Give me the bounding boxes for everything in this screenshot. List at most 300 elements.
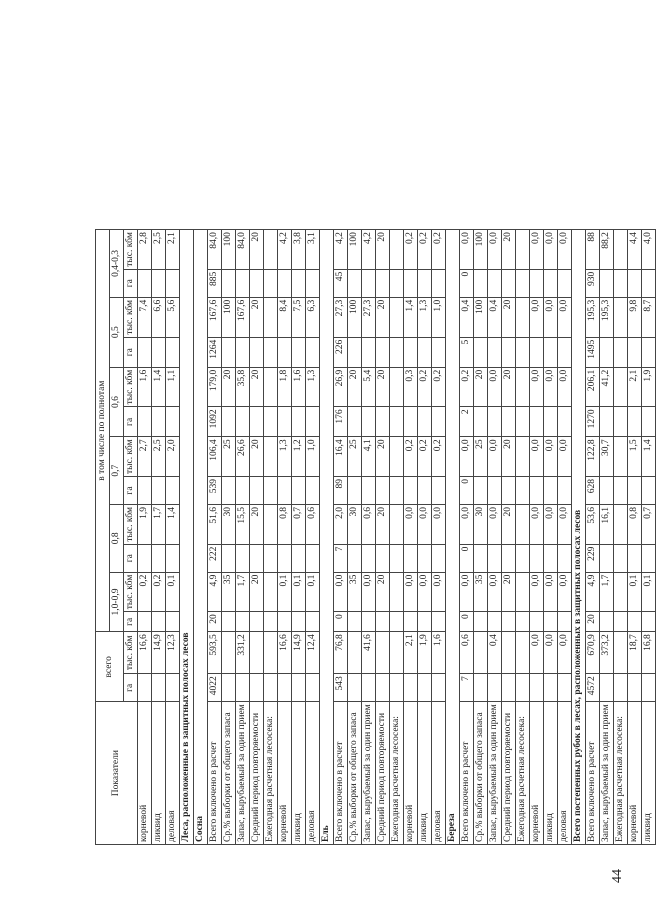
- table-cell: [600, 612, 614, 632]
- table-cell: 0,0: [488, 505, 502, 545]
- table-cell: 0,0: [544, 632, 558, 674]
- table-cell: 41,6: [362, 632, 376, 674]
- table-cell: 0,7: [642, 505, 656, 545]
- row-label: Всего включено в расчет: [460, 702, 474, 845]
- table-cell: 16,6: [138, 632, 152, 674]
- table-cell: 1,1: [166, 367, 180, 407]
- table-cell: [292, 337, 306, 367]
- unit-m3-header: тыс. кбм: [124, 505, 138, 545]
- table-cell: [390, 367, 404, 407]
- row-label: деловая: [558, 702, 572, 845]
- section-row: [446, 230, 460, 845]
- table-cell: 206,1: [586, 367, 600, 407]
- section-label: Береза: [446, 230, 460, 845]
- table-cell: 1,6: [292, 367, 306, 407]
- table-cell: [250, 407, 264, 437]
- table-cell: [376, 632, 390, 674]
- table-cell: 930: [586, 269, 600, 297]
- table-cell: [306, 477, 320, 505]
- section-label: Леса, расположенные в защитных полосах лесов: [180, 230, 194, 845]
- table-cell: 88: [586, 230, 600, 270]
- table-row: [418, 230, 432, 845]
- table-cell: [250, 544, 264, 572]
- table-row: [488, 230, 502, 845]
- table-cell: 0,2: [432, 230, 446, 270]
- table-row: [586, 230, 600, 845]
- table-cell: [474, 612, 488, 632]
- table-cell: 0,0: [544, 437, 558, 477]
- table-cell: [600, 407, 614, 437]
- table-cell: 4,1: [362, 437, 376, 477]
- table-cell: [278, 407, 292, 437]
- table-cell: 0,2: [460, 367, 474, 407]
- table-cell: [502, 269, 516, 297]
- table-cell: [166, 407, 180, 437]
- table-cell: [222, 269, 236, 297]
- table-cell: 35: [222, 572, 236, 612]
- row-label: Запас, вырубаемый за один прием: [236, 702, 250, 845]
- table-cell: 30: [222, 505, 236, 545]
- table-cell: [166, 674, 180, 702]
- table-cell: 0,0: [530, 632, 544, 674]
- table-cell: [502, 337, 516, 367]
- table-cell: [222, 612, 236, 632]
- table-cell: [418, 544, 432, 572]
- table-row: [236, 230, 250, 845]
- table-cell: [250, 337, 264, 367]
- table-cell: [404, 477, 418, 505]
- table-cell: [614, 632, 628, 674]
- table-cell: 20: [250, 437, 264, 477]
- table-cell: 27,3: [334, 297, 348, 337]
- row-label: ликвид: [544, 702, 558, 845]
- table-cell: [558, 477, 572, 505]
- table-cell: [628, 337, 642, 367]
- table-row: [348, 230, 362, 845]
- table-cell: [138, 269, 152, 297]
- table-cell: [362, 269, 376, 297]
- table-cell: 0,1: [306, 572, 320, 612]
- table-cell: [642, 612, 656, 632]
- table-cell: [614, 230, 628, 270]
- table-cell: 0,2: [404, 230, 418, 270]
- table-cell: [166, 477, 180, 505]
- table-cell: 20: [250, 297, 264, 337]
- table-cell: [488, 337, 502, 367]
- table-cell: 7,5: [292, 297, 306, 337]
- table-cell: 16,8: [642, 632, 656, 674]
- table-cell: 179,0: [208, 367, 222, 407]
- section-row: [180, 230, 194, 845]
- unit-ha-header: га: [124, 337, 138, 367]
- table-cell: [530, 269, 544, 297]
- table-row: [334, 230, 348, 845]
- table-cell: [292, 612, 306, 632]
- density-group-header: 0,5: [110, 297, 124, 367]
- table-row: [376, 230, 390, 845]
- table-cell: 20: [502, 572, 516, 612]
- table-cell: [306, 407, 320, 437]
- table-cell: [250, 612, 264, 632]
- table-cell: [600, 337, 614, 367]
- table-cell: [362, 674, 376, 702]
- table-row: [530, 230, 544, 845]
- table-cell: [376, 337, 390, 367]
- table-cell: 4572: [586, 674, 600, 702]
- table-cell: [390, 477, 404, 505]
- table-cell: 0,1: [642, 572, 656, 612]
- table-cell: 0,0: [530, 437, 544, 477]
- table-cell: [530, 407, 544, 437]
- table-cell: [390, 230, 404, 270]
- table-cell: 0,7: [292, 505, 306, 545]
- table-cell: [628, 269, 642, 297]
- table-cell: 2,0: [166, 437, 180, 477]
- table-cell: [614, 572, 628, 612]
- table-cell: [166, 612, 180, 632]
- table-cell: [306, 612, 320, 632]
- table-cell: 30: [474, 505, 488, 545]
- table-row: [628, 230, 642, 845]
- table-cell: [614, 612, 628, 632]
- table-cell: [362, 337, 376, 367]
- table-cell: 1,7: [600, 572, 614, 612]
- density-group-header: 0,6: [110, 367, 124, 437]
- table-cell: [558, 544, 572, 572]
- table-cell: [516, 477, 530, 505]
- table-cell: [474, 544, 488, 572]
- table-cell: 100: [474, 230, 488, 270]
- table-cell: [166, 337, 180, 367]
- table-cell: 0,0: [530, 230, 544, 270]
- row-label: ликвид: [642, 702, 656, 845]
- table-cell: 106,4: [208, 437, 222, 477]
- table-cell: [152, 477, 166, 505]
- table-cell: [390, 269, 404, 297]
- table-cell: [544, 269, 558, 297]
- table-cell: [600, 544, 614, 572]
- table-cell: [544, 337, 558, 367]
- table-cell: 0,0: [460, 572, 474, 612]
- table-cell: 25: [474, 437, 488, 477]
- table-cell: [614, 367, 628, 407]
- table-cell: 1,2: [292, 437, 306, 477]
- table-cell: 0,0: [544, 230, 558, 270]
- row-label: Всего включено в расчет: [334, 702, 348, 845]
- table-cell: [516, 674, 530, 702]
- table-cell: 20: [376, 367, 390, 407]
- table-cell: [544, 477, 558, 505]
- row-label: Запас, вырубаемый за один прием: [488, 702, 502, 845]
- table-cell: [418, 407, 432, 437]
- table-cell: 100: [222, 230, 236, 270]
- table-cell: [390, 612, 404, 632]
- table-cell: 176: [334, 407, 348, 437]
- table-cell: [614, 674, 628, 702]
- table-cell: [376, 544, 390, 572]
- table-cell: 12,4: [306, 632, 320, 674]
- table-cell: [292, 477, 306, 505]
- table-cell: 20: [250, 572, 264, 612]
- table-row: [222, 230, 236, 845]
- table-cell: [614, 297, 628, 337]
- table-cell: 88,2: [600, 230, 614, 270]
- table-cell: 1,4: [152, 367, 166, 407]
- table-row: [278, 230, 292, 845]
- table-cell: 12,3: [166, 632, 180, 674]
- table-cell: 0,0: [460, 437, 474, 477]
- table-cell: [264, 544, 278, 572]
- unit-m3-header: тыс. кбм: [124, 230, 138, 270]
- table-cell: [348, 612, 362, 632]
- table-cell: [502, 477, 516, 505]
- table-cell: [404, 337, 418, 367]
- table-cell: [530, 612, 544, 632]
- table-cell: 2,0: [334, 505, 348, 545]
- table-cell: [628, 674, 642, 702]
- table-cell: 20: [502, 505, 516, 545]
- table-cell: [362, 477, 376, 505]
- table-cell: [264, 297, 278, 337]
- table-cell: [516, 572, 530, 612]
- table-cell: [558, 407, 572, 437]
- table-cell: 20: [376, 505, 390, 545]
- table-cell: 0,8: [628, 505, 642, 545]
- table-cell: 76,8: [334, 632, 348, 674]
- table-cell: [614, 437, 628, 477]
- table-cell: [544, 674, 558, 702]
- row-label: Средний период повторяемости: [376, 702, 390, 845]
- table-cell: 6,3: [306, 297, 320, 337]
- table-cell: 1270: [586, 407, 600, 437]
- table-cell: [222, 632, 236, 674]
- table-cell: 0,0: [488, 367, 502, 407]
- total-header: всего: [96, 632, 124, 702]
- table-cell: [390, 297, 404, 337]
- table-cell: 20: [376, 230, 390, 270]
- table-cell: 1,7: [152, 505, 166, 545]
- table-cell: [362, 407, 376, 437]
- table-cell: [138, 337, 152, 367]
- table-cell: [614, 407, 628, 437]
- table-cell: [236, 477, 250, 505]
- section-row: [194, 230, 208, 845]
- table-cell: [432, 674, 446, 702]
- table-cell: 0,2: [418, 230, 432, 270]
- table-cell: 2,8: [138, 230, 152, 270]
- table-cell: [418, 269, 432, 297]
- table-cell: 0,0: [544, 367, 558, 407]
- table-cell: [250, 477, 264, 505]
- unit-ha-header: га: [124, 612, 138, 632]
- table-cell: 628: [586, 477, 600, 505]
- table-cell: 1,9: [418, 632, 432, 674]
- table-cell: 0,2: [432, 367, 446, 407]
- table-cell: [516, 437, 530, 477]
- table-cell: [222, 337, 236, 367]
- table-cell: [362, 544, 376, 572]
- table-cell: 100: [348, 230, 362, 270]
- table-cell: [306, 674, 320, 702]
- table-cell: [236, 612, 250, 632]
- table-cell: [614, 337, 628, 367]
- table-cell: [642, 674, 656, 702]
- table-cell: 4,9: [208, 572, 222, 612]
- table-cell: 7: [334, 544, 348, 572]
- table-cell: 26,6: [236, 437, 250, 477]
- table-cell: 4,0: [642, 230, 656, 270]
- table-cell: [516, 367, 530, 407]
- table-cell: [390, 407, 404, 437]
- table-cell: [404, 407, 418, 437]
- section-label: Ель: [320, 230, 334, 845]
- section-label: Сосна: [194, 230, 208, 845]
- table-cell: [236, 544, 250, 572]
- table-cell: 20: [222, 367, 236, 407]
- table-row: [502, 230, 516, 845]
- table-cell: [558, 269, 572, 297]
- table-cell: [250, 674, 264, 702]
- table-cell: 0,6: [460, 632, 474, 674]
- table-cell: 51,6: [208, 505, 222, 545]
- table-cell: 3,8: [292, 230, 306, 270]
- table-cell: 0,0: [404, 572, 418, 612]
- table-cell: [502, 674, 516, 702]
- table-cell: [138, 407, 152, 437]
- table-cell: 100: [474, 297, 488, 337]
- table-cell: [502, 612, 516, 632]
- table-cell: 0,4: [488, 632, 502, 674]
- table-cell: [166, 544, 180, 572]
- table-cell: 35,8: [236, 367, 250, 407]
- table-cell: [278, 269, 292, 297]
- table-cell: 0,1: [166, 572, 180, 612]
- table-cell: [628, 612, 642, 632]
- table-cell: [418, 337, 432, 367]
- table-cell: 1,3: [418, 297, 432, 337]
- table-cell: 2,1: [166, 230, 180, 270]
- table-cell: [362, 612, 376, 632]
- table-row: [600, 230, 614, 845]
- table-cell: 0,2: [138, 572, 152, 612]
- table-cell: 1,3: [306, 367, 320, 407]
- table-cell: 1,0: [306, 437, 320, 477]
- table-cell: 0,0: [558, 572, 572, 612]
- table-cell: 0: [460, 269, 474, 297]
- table-cell: 0,2: [418, 367, 432, 407]
- table-cell: 222: [208, 544, 222, 572]
- table-cell: [474, 632, 488, 674]
- row-label: Ср.% выборки от общего запаса: [348, 702, 362, 845]
- table-cell: [432, 337, 446, 367]
- row-label: Ежегодная расчетная лесосека:: [516, 702, 530, 845]
- section-row: [320, 230, 334, 845]
- unit-ha-header: га: [124, 674, 138, 702]
- table-cell: 0,0: [558, 367, 572, 407]
- table-cell: 1,6: [432, 632, 446, 674]
- table-cell: [152, 674, 166, 702]
- table-cell: 5,4: [362, 367, 376, 407]
- table-cell: [138, 544, 152, 572]
- table-cell: [642, 544, 656, 572]
- table-cell: [530, 674, 544, 702]
- table-cell: [432, 269, 446, 297]
- table-cell: [390, 505, 404, 545]
- including-header: в том числе по полнотам: [96, 230, 110, 632]
- table-cell: [530, 477, 544, 505]
- table-cell: [404, 269, 418, 297]
- table-cell: 0,0: [558, 505, 572, 545]
- table-cell: [348, 269, 362, 297]
- row-label: ликвид: [152, 702, 166, 845]
- table-cell: 0,1: [278, 572, 292, 612]
- table-cell: 20: [376, 297, 390, 337]
- table-cell: [278, 612, 292, 632]
- table-cell: 195,3: [586, 297, 600, 337]
- table-cell: 195,3: [600, 297, 614, 337]
- table-cell: 16,4: [334, 437, 348, 477]
- table-cell: [166, 269, 180, 297]
- table-cell: [222, 407, 236, 437]
- table-cell: [264, 674, 278, 702]
- table-cell: [292, 269, 306, 297]
- table-cell: [390, 337, 404, 367]
- table-cell: [614, 544, 628, 572]
- table-cell: 0,0: [418, 572, 432, 612]
- table-row: [166, 230, 180, 845]
- table-cell: [516, 407, 530, 437]
- table-cell: 0,0: [530, 367, 544, 407]
- table-cell: [628, 544, 642, 572]
- table-cell: 4,4: [628, 230, 642, 270]
- density-group-header: 1,0-0,9: [110, 572, 124, 632]
- table-cell: 100: [222, 297, 236, 337]
- table-row: [474, 230, 488, 845]
- unit-m3-header: тыс. кбм: [124, 632, 138, 674]
- table-cell: [516, 269, 530, 297]
- table-cell: 0: [460, 612, 474, 632]
- table-cell: [614, 505, 628, 545]
- table-cell: [432, 612, 446, 632]
- table-cell: 8,7: [642, 297, 656, 337]
- table-row: [614, 230, 628, 845]
- table-cell: [432, 407, 446, 437]
- table-cell: 1495: [586, 337, 600, 367]
- table-cell: 53,6: [586, 505, 600, 545]
- table-cell: [474, 477, 488, 505]
- table-cell: [600, 674, 614, 702]
- table-cell: [516, 297, 530, 337]
- table-cell: [502, 544, 516, 572]
- table-cell: [236, 269, 250, 297]
- table-cell: 35: [474, 572, 488, 612]
- table-cell: 0,0: [404, 505, 418, 545]
- table-cell: 0,4: [488, 297, 502, 337]
- table-cell: [404, 544, 418, 572]
- table-cell: 26,9: [334, 367, 348, 407]
- density-group-header: 0,8: [110, 505, 124, 573]
- row-label: Средний период повторяемости: [502, 702, 516, 845]
- table-cell: 14,9: [152, 632, 166, 674]
- table-cell: 0,0: [544, 572, 558, 612]
- table-cell: 1,9: [138, 505, 152, 545]
- table-cell: 1,4: [166, 505, 180, 545]
- table-row: [264, 230, 278, 845]
- table-cell: [264, 632, 278, 674]
- table-cell: [306, 269, 320, 297]
- table-cell: 20: [502, 297, 516, 337]
- table-row: [138, 230, 152, 845]
